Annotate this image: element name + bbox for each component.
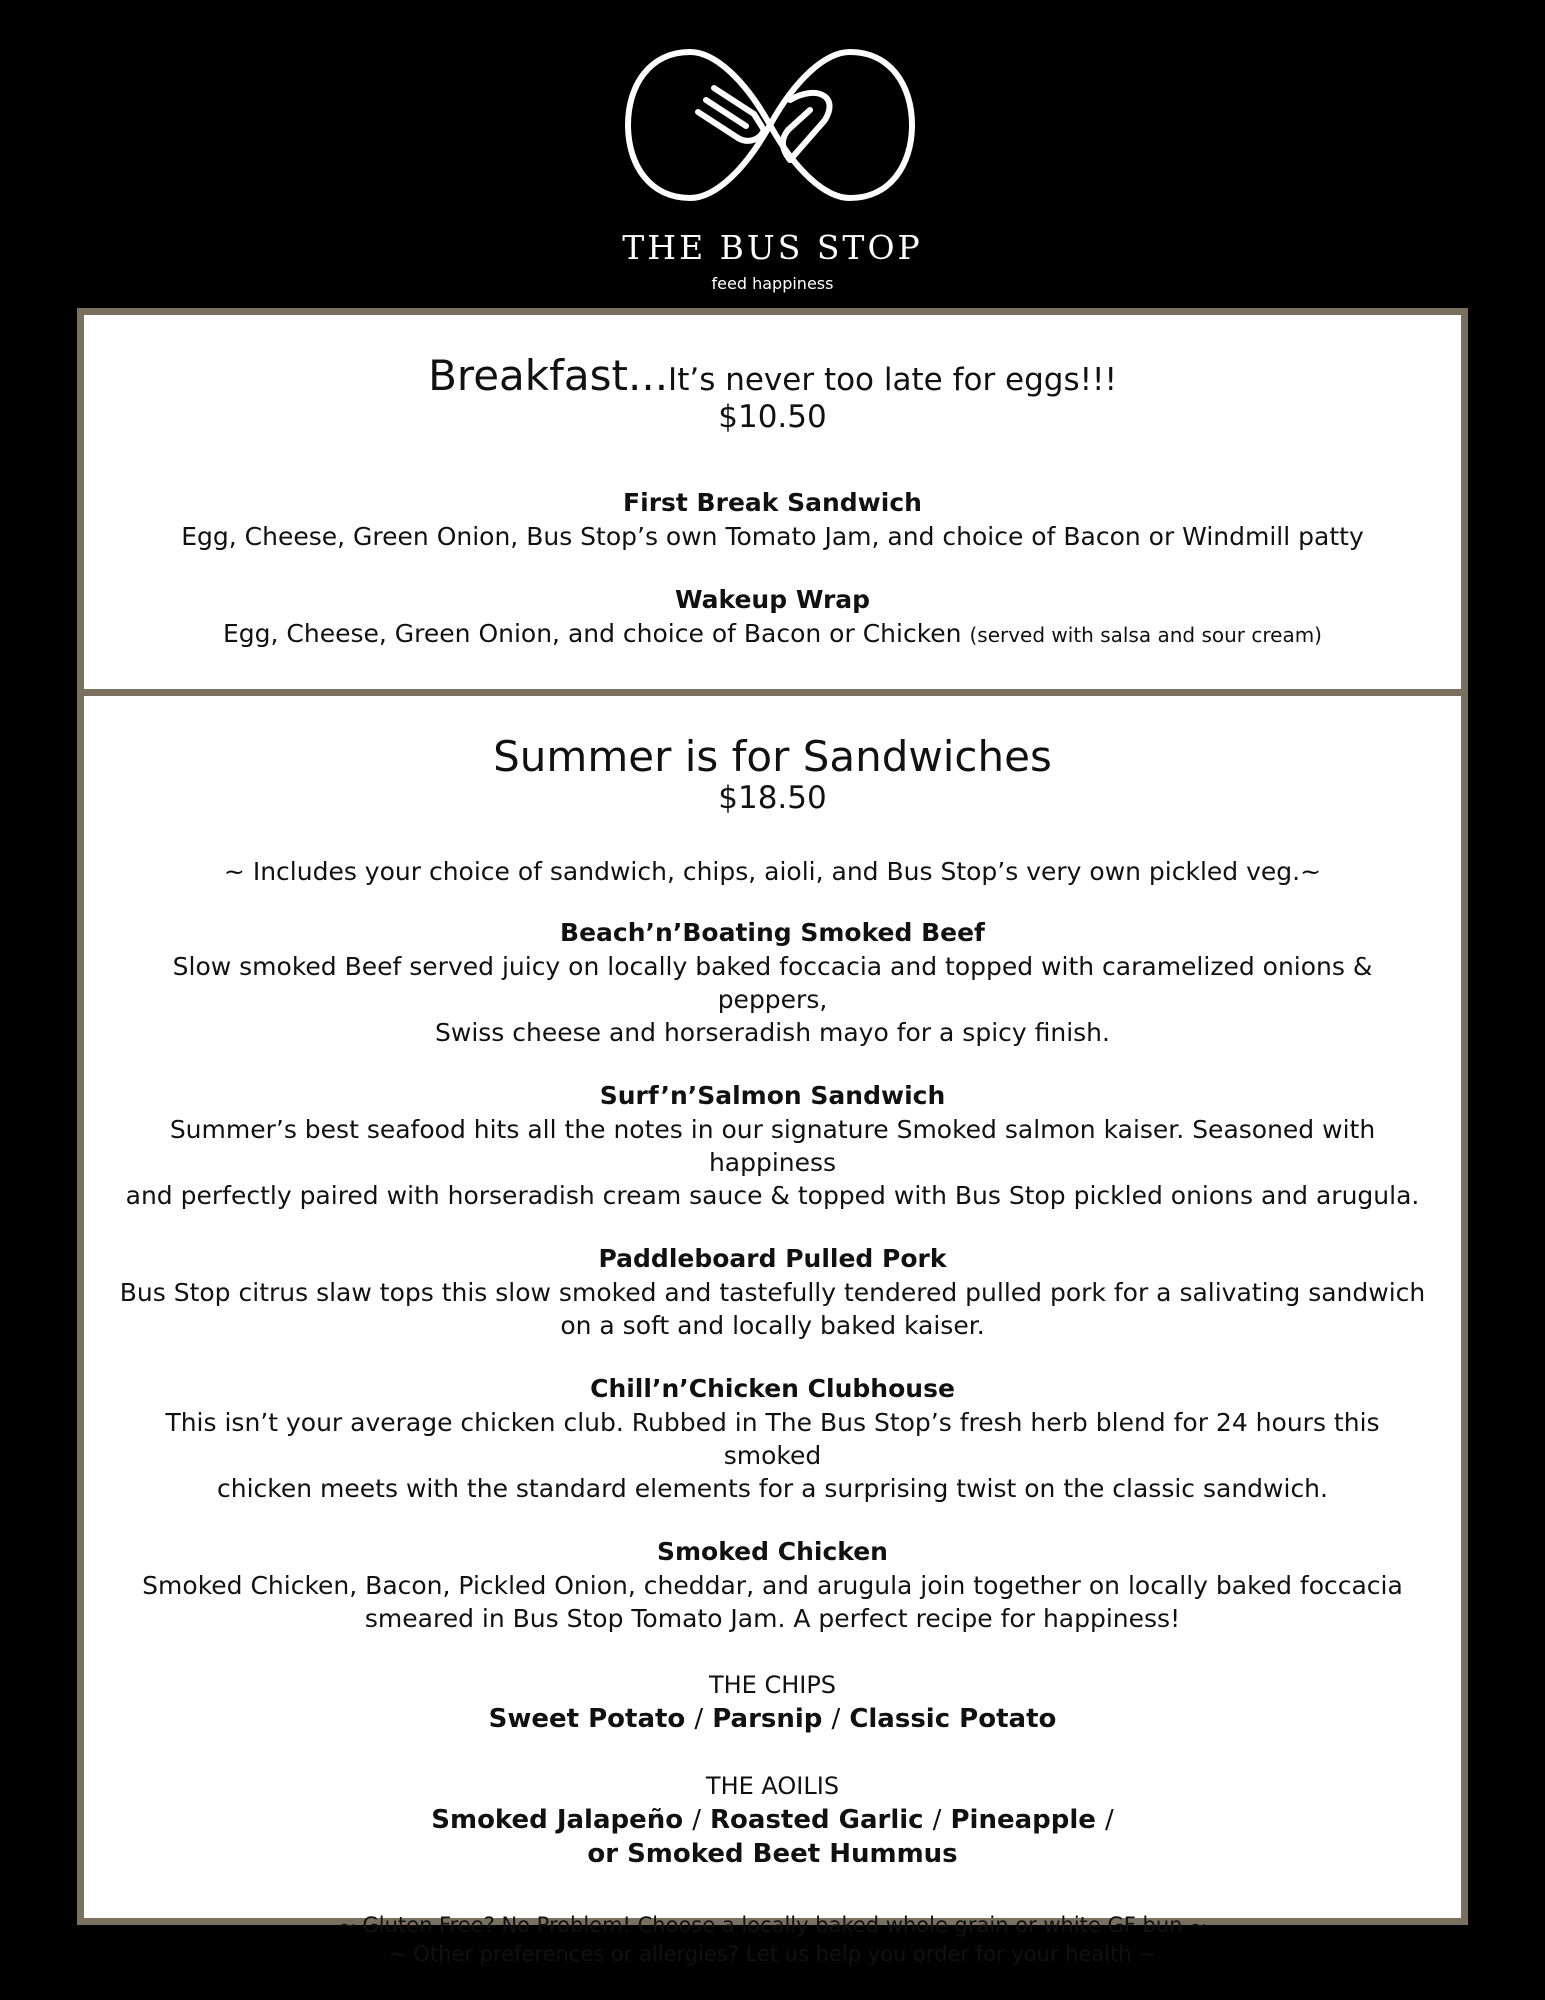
item-description-line: This isn’t your average chicken club. Rubbed in The Bus Stop’s fresh herb blend for 24 hours this smoked bbox=[165, 1408, 1380, 1471]
breakfast-title: Breakfast...It’s never too late for eggs!!! bbox=[428, 351, 1117, 400]
brand-name: THE BUS STOP bbox=[622, 228, 923, 267]
item-name: Chill’n’Chicken Clubhouse bbox=[590, 1374, 955, 1404]
chips-label: THE CHIPS bbox=[708, 1671, 837, 1700]
item-name: Wakeup Wrap bbox=[674, 585, 871, 615]
item-name: Beach’n’Boating Smoked Beef bbox=[560, 918, 985, 948]
item-note: (served with salsa and sour cream) bbox=[969, 623, 1322, 648]
sandwiches-section bbox=[77, 689, 1468, 1967]
item-description-line: Bus Stop citrus slaw tops this slow smoked and tastefully tendered pulled pork for a salivating sandwich bbox=[119, 1278, 1426, 1308]
item-description-line: Smoked Chicken, Bacon, Pickled Onion, cheddar, and arugula join together on locally baked foccacia bbox=[142, 1571, 1403, 1601]
aioli-last-option: or Smoked Beet Hummus bbox=[587, 1839, 958, 1870]
chips-group bbox=[84, 1669, 1461, 1736]
menu-item bbox=[84, 486, 1461, 553]
item-name: Smoked Chicken bbox=[657, 1537, 888, 1567]
item-description: Egg, Cheese, Green Onion, Bus Stop’s own Tomato Jam, and choice of Bacon or Windmill patty bbox=[181, 522, 1364, 552]
sandwiches-intro: ~ Includes your choice of sandwich, chips, aioli, and Bus Stop’s very own pickled veg.~ bbox=[223, 857, 1322, 887]
item-description-line: Summer’s best seafood hits all the notes in our signature Smoked salmon kaiser. Seasoned with happiness bbox=[169, 1115, 1376, 1178]
brand-tagline: feed happiness bbox=[711, 274, 834, 293]
dietary-notes bbox=[84, 1911, 1461, 1969]
brand-logo-fork-knife-icon bbox=[620, 40, 920, 210]
item-description: Egg, Cheese, Green Onion, and choice of Bacon or Chicken (served with salsa and sour cream) bbox=[223, 619, 1322, 649]
chips-options: Sweet Potato / Parsnip / Classic Potato bbox=[488, 1704, 1057, 1735]
menu-item bbox=[84, 1372, 1461, 1505]
breakfast-price: $10.50 bbox=[718, 399, 827, 436]
header bbox=[0, 0, 1545, 305]
gluten-free-note: ~ Gluten Free? No Problem! Choose a locally baked whole grain or white GF bun ~ bbox=[338, 1913, 1207, 1938]
allergy-note: ~ Other preferences or allergies? Let us help you order for your health ~ bbox=[389, 1942, 1156, 1967]
breakfast-section bbox=[77, 308, 1468, 696]
aioli-options: Smoked Jalapeño / Roasted Garlic / Pineapple / bbox=[431, 1805, 1114, 1836]
item-description-line: on a soft and locally baked kaiser. bbox=[560, 1311, 985, 1341]
sandwiches-price: $18.50 bbox=[718, 780, 827, 817]
item-description-line: Slow smoked Beef served juicy on locally baked foccacia and topped with caramelized onions & peppers, bbox=[172, 952, 1373, 1015]
menu-item bbox=[84, 1242, 1461, 1342]
item-description-line: chicken meets with the standard elements for a surprising twist on the classic sandwich. bbox=[217, 1474, 1328, 1504]
aioli-group bbox=[84, 1770, 1461, 1871]
item-description-line: and perfectly paired with horseradish cream sauce & topped with Bus Stop pickled onions and arugula. bbox=[125, 1181, 1420, 1211]
aioli-label: THE AOILIS bbox=[705, 1772, 840, 1801]
sandwiches-title: Summer is for Sandwiches bbox=[493, 732, 1052, 781]
item-description-line: Swiss cheese and horseradish mayo for a spicy finish. bbox=[435, 1018, 1110, 1048]
item-description-line: smeared in Bus Stop Tomato Jam. A perfect recipe for happiness! bbox=[364, 1604, 1181, 1634]
item-name: Paddleboard Pulled Pork bbox=[598, 1244, 947, 1274]
menu-item bbox=[84, 1535, 1461, 1635]
menu-item bbox=[84, 916, 1461, 1049]
item-name: Surf’n’Salmon Sandwich bbox=[599, 1081, 946, 1111]
menu-item bbox=[84, 583, 1461, 652]
menu-item bbox=[84, 1079, 1461, 1212]
item-name: First Break Sandwich bbox=[623, 488, 922, 518]
